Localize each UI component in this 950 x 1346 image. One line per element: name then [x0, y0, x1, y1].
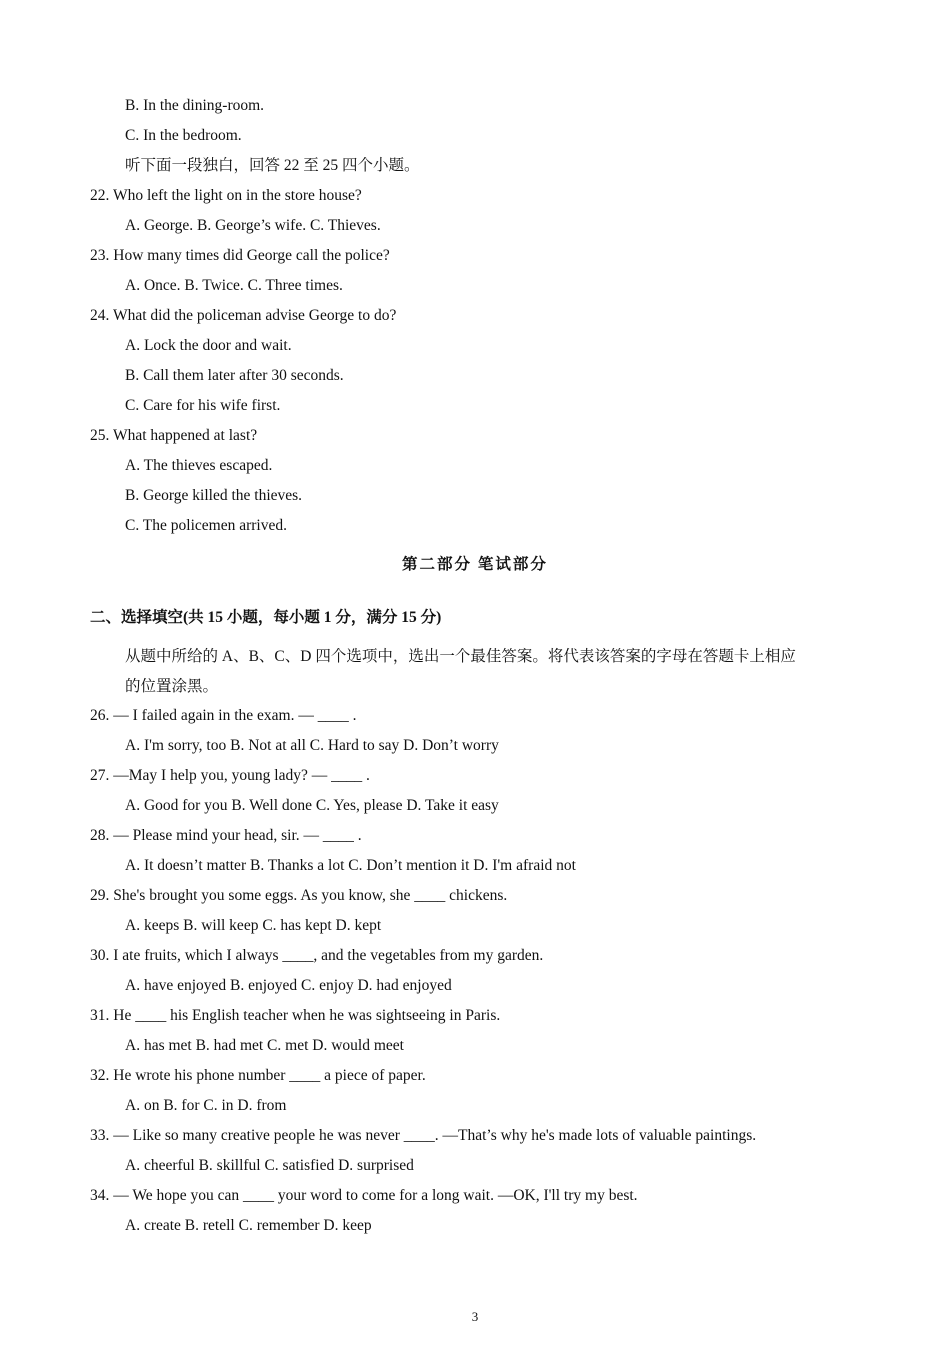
question-24: 24. What did the policeman advise George to do? — [90, 307, 397, 324]
page-number: 3 — [471, 1309, 479, 1324]
question-25-option-b: B. George killed the thieves. — [125, 487, 303, 504]
question-28: 28. — Please mind your head, sir. — ____ . — [90, 827, 362, 844]
question-31-options: A. has met B. had met C. met D. would meet — [125, 1037, 404, 1054]
question-33: 33. — Like so many creative people he was never ____. —That’s why he's made lots of valuable paintings. — [90, 1127, 757, 1144]
question-23: 23. How many times did George call the police? — [90, 247, 390, 264]
question-26: 26. — I failed again in the exam. — ____ . — [90, 707, 357, 724]
question-32: 32. He wrote his phone number ____ a piece of paper. — [90, 1067, 426, 1084]
question-26-options: A. I'm sorry, too B. Not at all C. Hard to say D. Don’t worry — [125, 737, 499, 754]
section-title: 二、选择填空(共 15 小题，每小题 1 分，满分 15 分) — [90, 609, 442, 626]
question-29: 29. She's brought you some eggs. As you know, she ____ chickens. — [90, 887, 508, 904]
question-24-option-b: B. Call them later after 30 seconds. — [125, 367, 344, 384]
section-instruction-line-2: 的位置涂黑。 — [125, 678, 219, 695]
question-25-option-a: A. The thieves escaped. — [125, 457, 273, 474]
question-31: 31. He ____ his English teacher when he was sightseeing in Paris. — [90, 1007, 501, 1024]
question-25: 25. What happened at last? — [90, 427, 258, 444]
monologue-instruction: 听下面一段独白，回答 22 至 25 四个小题。 — [125, 157, 420, 174]
question-24-option-c: C. Care for his wife first. — [125, 397, 281, 414]
question-29-options: A. keeps B. will keep C. has kept D. kept — [125, 917, 382, 934]
question-34: 34. — We hope you can ____ your word to come for a long wait. —OK, I'll try my best. — [90, 1187, 638, 1204]
question-22-options: A. George. B. George’s wife. C. Thieves. — [125, 217, 381, 234]
question-27: 27. —May I help you, young lady? — ____ . — [90, 767, 370, 784]
question-24-option-a: A. Lock the door and wait. — [125, 337, 292, 354]
question-28-options: A. It doesn’t matter B. Thanks a lot C. Don’t mention it D. I'm afraid not — [125, 857, 576, 874]
question-32-options: A. on B. for C. in D. from — [125, 1097, 287, 1114]
part-two-title: 第二部分 笔试部分 — [402, 556, 548, 573]
question-27-options: A. Good for you B. Well done C. Yes, please D. Take it easy — [125, 797, 499, 814]
question-33-options: A. cheerful B. skillful C. satisfied D. surprised — [125, 1157, 414, 1174]
question-23-options: A. Once. B. Twice. C. Three times. — [125, 277, 343, 294]
q21-option-c: C. In the bedroom. — [125, 127, 242, 144]
question-30: 30. I ate fruits, which I always ____, and the vegetables from my garden. — [90, 947, 544, 964]
section-instruction-line-1: 从题中所给的 A、B、C、D 四个选项中，选出一个最佳答案。将代表该答案的字母在答题卡上相应 — [125, 648, 796, 665]
question-25-option-c: C. The policemen arrived. — [125, 517, 287, 534]
question-30-options: A. have enjoyed B. enjoyed C. enjoy D. had enjoyed — [125, 977, 452, 994]
question-34-options: A. create B. retell C. remember D. keep — [125, 1217, 372, 1234]
q21-option-b: B. In the dining-room. — [125, 97, 265, 114]
question-22: 22. Who left the light on in the store house? — [90, 187, 362, 204]
